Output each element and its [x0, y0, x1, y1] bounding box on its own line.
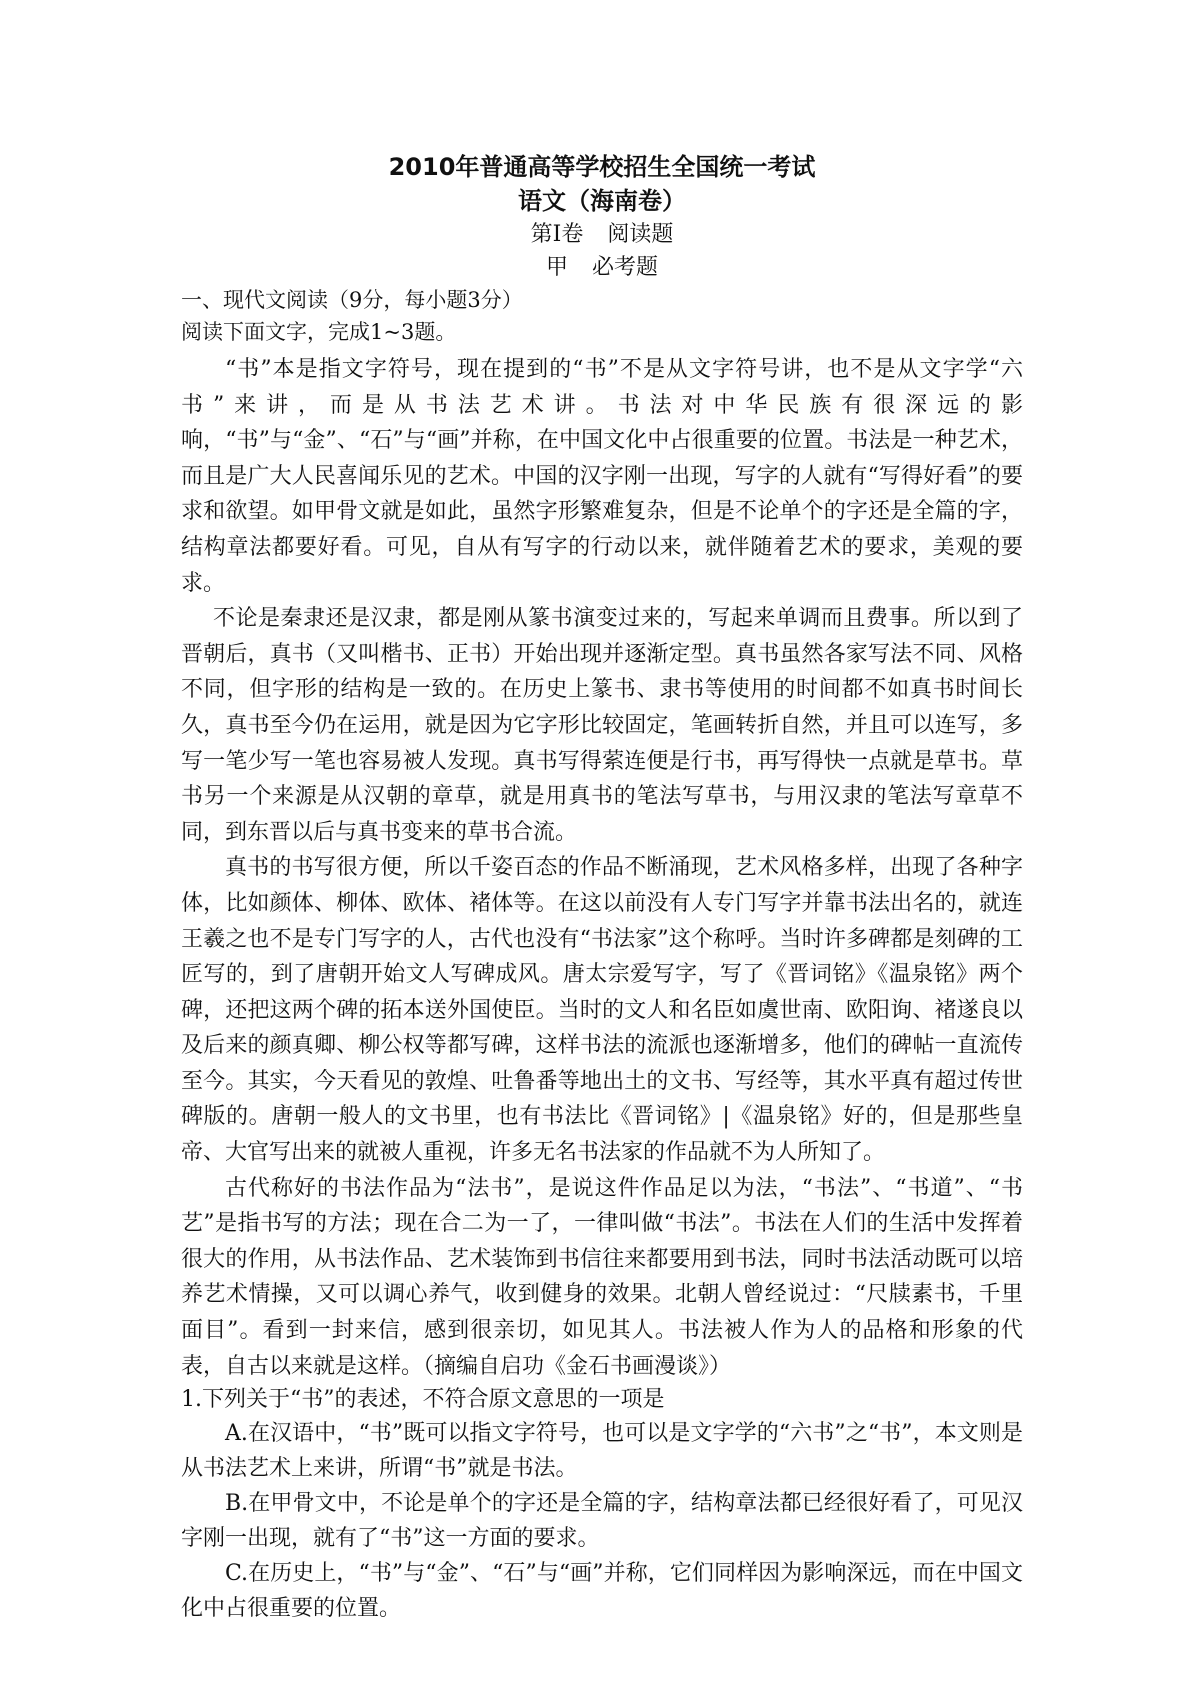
passage-paragraph-2: 不论是秦隶还是汉隶，都是刚从篆书演变过来的，写起来单调而且费事。所以到了晋朝后，真书（又叫楷书、正书）开始出现并逐渐定型。真书虽然各家写法不同、风格不同，但字形的结构是一致的。在历史上篆书、隶书等使用的时间都不如真书时间长久，真书至今仍在运用，就是因为它字形比较固定，笔画转折自然，并且可以连写，多写一笔少写一笔也容易被人发现。真书写得萦连便是行书，再写得快一点就是草书。草书另一个来源是从汉朝的章草，就是用真书的笔法写草书，与用汉隶的笔法写章草不同，到东晋以后与真书变来的草书合流。 — [181, 606, 1023, 845]
section-name: 必考题 — [592, 255, 659, 280]
exam-subtitle: 语文（海南卷） — [518, 187, 686, 215]
question-stem: 1.下列关于“书”的表述，不符合原文意思的一项是 — [181, 1387, 665, 1413]
exam-title: 2010年普通高等学校招生全国统一考试 — [388, 153, 816, 181]
question-option-a: A.在汉语中，“书”既可以指文字符号，也可以是文字学的“六书”之“书”，本文则是从书法艺术上来讲，所谓“书”就是书法。 — [181, 1421, 1023, 1482]
section-prefix: 甲 — [545, 255, 568, 280]
volume-label: 第Ⅰ卷 — [530, 222, 584, 247]
section-heading — [181, 251, 1023, 284]
passage-paragraph-3: 真书的书写很方便，所以千姿百态的作品不断涌现，艺术风格多样，出现了各种字体，比如颜体、柳体、欧体、褚体等。在这以前没有人专门写字并靠书法出名的，就连王羲之也不是专门写字的人，古代也没有“书法家”这个称呼。当时许多碑都是刻碑的工匠写的，到了唐朝开始文人写碑成风。唐太宗爱写字，写了《晋词铭》《温泉铭》两个碑，还把这两个碑的拓本送外国使臣。当时的文人和名臣如虞世南、欧阳询、褚遂良以及后来的颜真卿、柳公权等都写碑，这样书法的流派也逐渐增多，他们的碑帖一直流传至今。其实，今天看见的敦煌、吐鲁番等地出土的文书、写经等，其水平真有超过传世碑版的。唐朝一般人的文书里，也有书法比《晋词铭》|《温泉铭》好的，但是那些皇帝、大官写出来的就被人重视，许多无名书法家的作品就不为人所知了。 — [181, 855, 1023, 1166]
volume-heading — [181, 218, 1023, 251]
passage-paragraph-1: “书”本是指文字符号，现在提到的“书”不是从文字符号讲，也不是从文字学“六书”来讲，而是从书法艺术讲。书法对中华民族有很深远的影响，“书”与“金”、“石”与“画”并称，在中国文化中占很重要的位置。书法是一种艺术，而且是广大人民喜闻乐见的艺术。中国的汉字刚一出现，写字的人就有“写得好看”的要求和欲望。如甲骨文就是如此，虽然字形繁难复杂，但是不论单个的字还是全篇的字，结构章法都要好看。可见，自从有写字的行动以来，就伴随着艺术的要求，美观的要求。 — [181, 357, 1023, 596]
exam-page — [181, 150, 1023, 1626]
reading-instruction: 阅读下面文字，完成1~3题。 — [181, 320, 457, 344]
question-option-c: C.在历史上，“书”与“金”、“石”与“画”并称，它们同样因为影响深远，而在中国文化中占很重要的位置。 — [181, 1561, 1023, 1622]
part-heading: 一、现代文阅读（9分，每小题3分） — [181, 288, 523, 312]
volume-name: 阅读题 — [607, 222, 674, 247]
passage-paragraph-4: 古代称好的书法作品为“法书”，是说这件作品足以为法，“书法”、“书道”、“书艺”是指书写的方法；现在合二为一了，一律叫做“书法”。书法在人们的生活中发挥着很大的作用，从书法作品、艺术装饰到书信往来都要用到书法，同时书法活动既可以培养艺术情操，又可以调心养气，收到健身的效果。北朝人曾经说过：“尺牍素书，千里面目”。看到一封来信，感到很亲切，如见其人。书法被人作为人的品格和形象的代表，自古以来就是这样。（摘编自启功《金石书画漫谈》） — [181, 1175, 1023, 1379]
question-option-b: B.在甲骨文中，不论是单个的字还是全篇的字，结构章法都已经很好看了，可见汉字刚一出现，就有了“书”这一方面的要求。 — [181, 1491, 1023, 1552]
